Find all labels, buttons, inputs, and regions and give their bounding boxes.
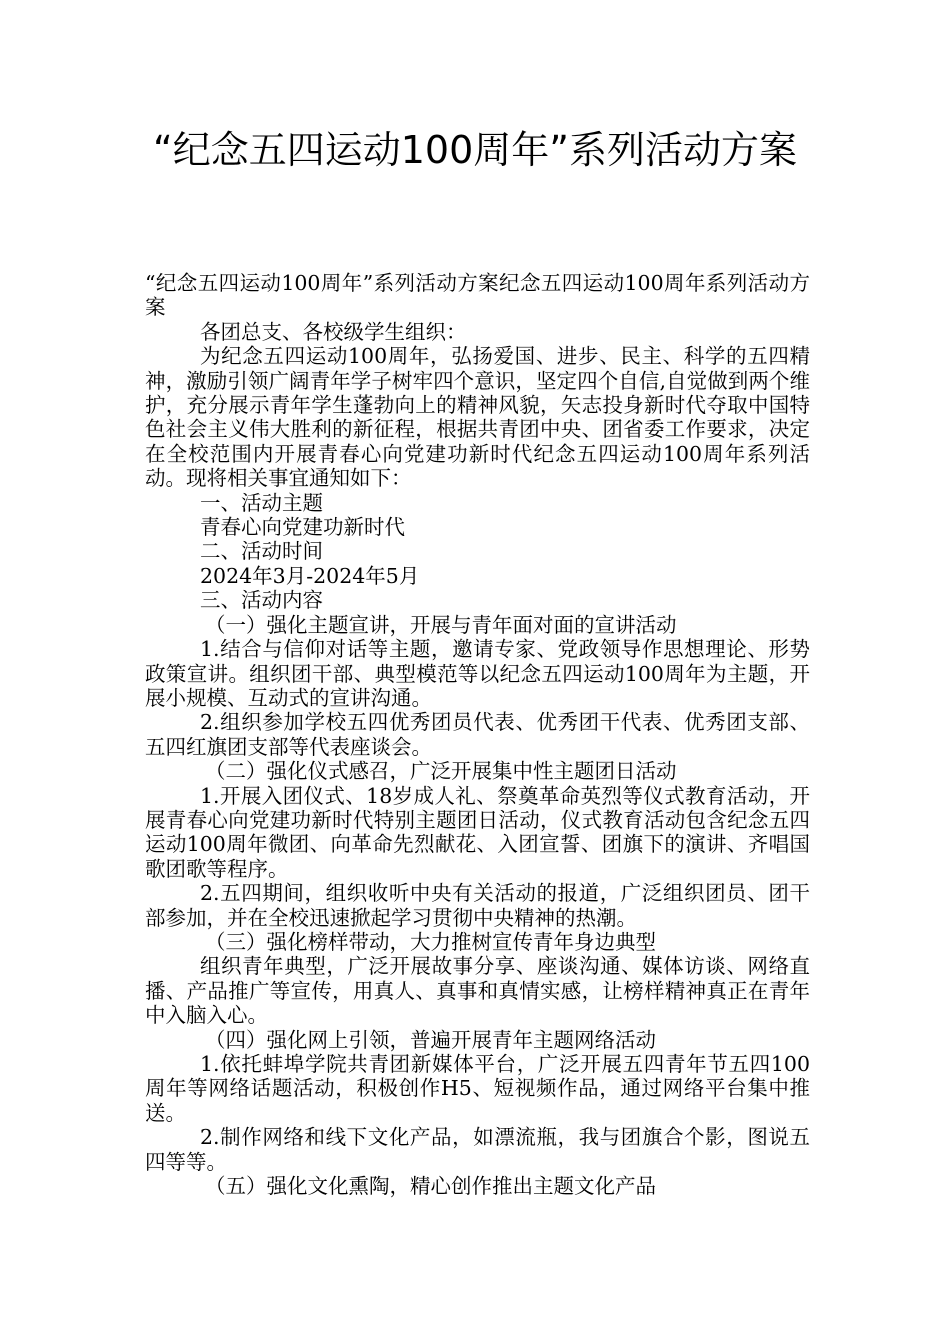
- subsection-heading-2: （二）强化仪式感召，广泛开展集中性主题团日活动: [205, 759, 677, 784]
- section-heading-theme: 一、活动主题: [200, 490, 323, 515]
- document-body: [145, 271, 810, 1198]
- subsection-heading-4: （四）强化网上引领，普遍开展青年主题网络活动: [205, 1027, 656, 1052]
- subsection-heading-1: （一）强化主题宣讲，开展与青年面对面的宣讲活动: [205, 612, 677, 637]
- salutation-paragraph: 各团总支、各校级学生组织：: [200, 319, 467, 344]
- document-title: “纪念五四运动100周年”系列活动方案: [153, 128, 797, 172]
- time-paragraph: 2024年3月-2024年5月: [200, 563, 420, 588]
- intro-paragraph: “纪念五四运动100周年”系列活动方案纪念五四运动100周年系列活动方案: [145, 271, 810, 320]
- item-paragraph: 1.开展入团仪式、18岁成人礼、祭奠革命英烈等仪式教育活动，开展青春心向党建功新时代特别主题团日活动，仪式教育活动包含纪念五四运动100周年微团、向革命先烈献花、入团宣誓、团旗下的演讲、齐唱国歌团歌等程序。: [145, 783, 810, 881]
- purpose-paragraph: 为纪念五四运动100周年，弘扬爱国、进步、民主、科学的五四精神，激励引领广阔青年学子树牢四个意识，坚定四个自信,自觉做到两个维护，充分展示青年学生蓬勃向上的精神风貌，矢志投身新时代夺取中国特色社会主义伟大胜利的新征程，根据共青团中央、团省委工作要求，决定在全校范围内开展青春心向党建功新时代纪念五四运动100周年系列活动。现将相关事宜通知如下：: [145, 344, 810, 491]
- subsection-heading-3: （三）强化榜样带动，大力推树宣传青年身边典型: [205, 929, 656, 954]
- item-paragraph: 2.五四期间，组织收听中央有关活动的报道，广泛组织团员、团干部参加，并在全校迅速掀起学习贯彻中央精神的热潮。: [145, 881, 810, 930]
- item-paragraph: 2.组织参加学校五四优秀团员代表、优秀团干代表、优秀团支部、五四红旗团支部等代表座谈会。: [145, 710, 810, 759]
- item-paragraph: 组织青年典型，广泛开展故事分享、座谈沟通、媒体访谈、网络直播、产品推广等宣传，用真人、真事和真情实感，让榜样精神真正在青年中入脑入心。: [145, 954, 810, 1028]
- item-paragraph: 1.结合与信仰对话等主题，邀请专家、党政领导作思想理论、形势政策宣讲。组织团干部、典型模范等以纪念五四运动100周年为主题，开展小规模、互动式的宣讲沟通。: [145, 637, 810, 710]
- item-paragraph: 2.制作网络和线下文化产品，如漂流瓶，我与团旗合个影，图说五四等等。: [145, 1125, 810, 1174]
- section-heading-time: 二、活动时间: [200, 539, 323, 564]
- item-paragraph: 1.依托蚌埠学院共青团新媒体平台，广泛开展五四青年节五四100周年等网络话题活动，积极创作H5、短视频作品，通过网络平台集中推送。: [145, 1052, 810, 1125]
- section-heading-content: 三、活动内容: [200, 588, 323, 613]
- subsection-heading-5: （五）强化文化熏陶，精心创作推出主题文化产品: [205, 1174, 656, 1199]
- theme-paragraph: 青春心向党建功新时代: [200, 515, 405, 540]
